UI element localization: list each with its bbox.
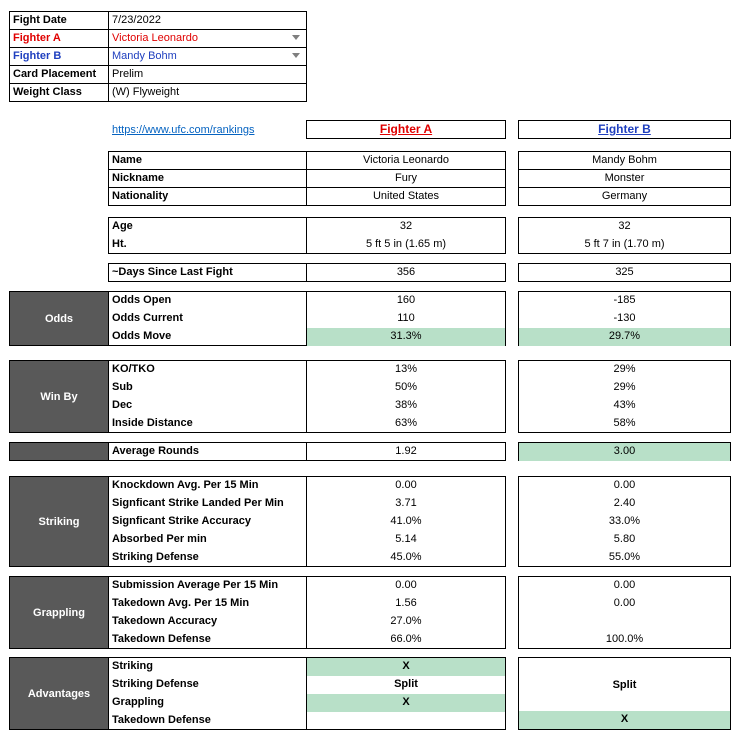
- striking-defense-b: 55.0%: [608, 551, 641, 563]
- bio-labels: [108, 151, 307, 206]
- rounds-label-box: [108, 442, 307, 461]
- sig-strike-accuracy-b: 33.0%: [608, 515, 641, 527]
- takedown-accuracy-b: [519, 613, 730, 631]
- grappling-fighter-b: [518, 576, 731, 649]
- days-label-box: [108, 263, 307, 282]
- fight-date-value[interactable]: 7/23/2022: [109, 12, 306, 30]
- dec-b: 43%: [613, 399, 636, 411]
- sig-strike-accuracy-a: 41.0%: [390, 515, 422, 527]
- grappling-labels: [108, 576, 307, 649]
- age-b-value: 32: [618, 220, 631, 232]
- fighter-b-label: Fighter B: [10, 48, 108, 66]
- takedown-defense-b: 100.0%: [605, 633, 644, 645]
- adv-takedown-defense-b: X: [519, 711, 730, 729]
- sub-label: Sub: [112, 381, 133, 393]
- weight-class-value[interactable]: (W) Flyweight: [112, 86, 180, 98]
- striking-fighter-b: [518, 476, 731, 567]
- nickname-b-value: Monster: [519, 170, 730, 188]
- days-label: ~Days Since Last Fight: [112, 266, 233, 278]
- rounds-b-box: [518, 442, 731, 461]
- advantages-labels: [108, 657, 307, 730]
- nationality-b-value: Germany: [601, 190, 648, 202]
- advantages-section-label: Advantages: [9, 657, 109, 730]
- nickname-label: Nickname: [109, 170, 306, 188]
- nationality-label: Nationality: [112, 190, 169, 202]
- winby-section-label: Win By: [9, 360, 109, 433]
- takedown-avg-b: 0.00: [613, 597, 636, 609]
- name-a-value: Victoria Leonardo: [307, 152, 505, 170]
- physical-fighter-a: [306, 217, 506, 254]
- winby-labels: [108, 360, 307, 433]
- sub-a: 50%: [394, 381, 418, 393]
- knockdown-avg-b: 0.00: [613, 479, 636, 491]
- rankings-link[interactable]: https://www.ufc.com/rankings: [112, 124, 255, 136]
- absorbed-per-min-b: 5.80: [613, 533, 636, 545]
- dec-label: Dec: [112, 399, 133, 411]
- name-label: Name: [109, 152, 306, 170]
- fighter-b-select[interactable]: Mandy Bohm: [109, 48, 306, 66]
- odds-section-label: Odds: [9, 291, 109, 346]
- bio-fighter-b: [518, 151, 731, 206]
- sig-strike-landed-a: 3.71: [395, 497, 417, 509]
- submission-avg-label: Submission Average Per 15 Min: [112, 579, 279, 591]
- submission-avg-a: 0.00: [395, 579, 417, 591]
- winby-fighter-b: [518, 360, 731, 433]
- odds-fighter-a: [306, 291, 506, 346]
- rounds-section-label: [9, 442, 109, 461]
- adv-striking-label: Striking: [112, 660, 153, 672]
- odds-current-a: 110: [397, 312, 415, 324]
- odds-open-b: -185: [613, 294, 636, 306]
- average-rounds-label: Average Rounds: [112, 445, 200, 457]
- adv-striking-defense-label: Striking Defense: [112, 678, 199, 690]
- sig-strike-accuracy-label: Signficant Strike Accuracy: [112, 515, 251, 527]
- advantages-fighter-a: [306, 657, 506, 730]
- odds-current-b: -130: [613, 312, 636, 324]
- inside-distance-label: Inside Distance: [112, 417, 193, 429]
- physical-fighter-b: [518, 217, 731, 254]
- chevron-down-icon[interactable]: [292, 35, 300, 40]
- nationality-a-value: United States: [372, 190, 440, 202]
- grappling-fighter-a: [306, 576, 506, 649]
- nickname-a-value: Fury: [307, 170, 505, 188]
- physical-labels: [108, 217, 307, 254]
- odds-open-a: 160: [396, 294, 416, 306]
- adv-grappling-a: X: [307, 694, 505, 712]
- takedown-avg-a: 1.56: [395, 597, 417, 609]
- card-placement-value[interactable]: Prelim: [109, 66, 306, 84]
- adv-striking-defense-b: Split: [612, 679, 637, 691]
- submission-avg-b: 0.00: [613, 579, 636, 591]
- days-b-value: 325: [615, 266, 634, 278]
- winby-fighter-a: [306, 360, 506, 433]
- adv-striking-defense-a: Split: [394, 678, 418, 690]
- days-b-box: [518, 263, 731, 282]
- days-a-value: 356: [396, 266, 416, 278]
- striking-fighter-a: [306, 476, 506, 567]
- striking-defense-label: Striking Defense: [112, 551, 199, 563]
- age-label: Age: [112, 220, 133, 232]
- grappling-section-label: Grappling: [9, 576, 109, 649]
- adv-striking-a: X: [307, 658, 505, 676]
- inside-distance-a: 63%: [394, 417, 418, 429]
- average-rounds-a: 1.92: [395, 445, 417, 457]
- ko-tko-a: 13%: [394, 363, 418, 375]
- striking-section-label: Striking: [9, 476, 109, 567]
- chevron-down-icon[interactable]: [292, 53, 300, 58]
- odds-labels: [108, 291, 307, 346]
- odds-move-b: 29.7%: [519, 328, 730, 346]
- height-label: Ht.: [112, 238, 127, 250]
- odds-move-label: Odds Move: [112, 330, 172, 342]
- absorbed-per-min-a: 5.14: [395, 533, 417, 545]
- fighter-b-header: Fighter B: [518, 120, 731, 139]
- knockdown-avg-label: Knockdown Avg. Per 15 Min: [112, 479, 259, 491]
- adv-takedown-defense-label: Takedown Defense: [112, 714, 211, 726]
- takedown-avg-label: Takedown Avg. Per 15 Min: [112, 597, 250, 609]
- striking-labels: [108, 476, 307, 567]
- odds-move-a: 31.3%: [307, 328, 505, 346]
- fighter-a-select[interactable]: Victoria Leonardo: [109, 30, 306, 48]
- takedown-accuracy-a: 27.0%: [390, 615, 422, 627]
- adv-grappling-label: Grappling: [112, 696, 164, 708]
- takedown-defense-label: Takedown Defense: [112, 633, 211, 645]
- fighter-a-label: Fighter A: [10, 30, 108, 48]
- age-a-value: 32: [399, 220, 413, 232]
- sig-strike-landed-label: Signficant Strike Landed Per Min: [112, 497, 284, 509]
- dec-a: 38%: [394, 399, 418, 411]
- fighter-a-header: Fighter A: [306, 120, 506, 139]
- inside-distance-b: 58%: [613, 417, 636, 429]
- takedown-defense-a: 66.0%: [390, 633, 422, 645]
- height-a-value: 5 ft 5 in (1.65 m): [365, 238, 447, 250]
- advantages-fighter-b: [518, 657, 731, 730]
- weight-class-label: Weight Class: [13, 86, 82, 98]
- height-b-value: 5 ft 7 in (1.70 m): [584, 238, 665, 250]
- adv-takedown-defense-a: [307, 712, 505, 730]
- sig-strike-landed-b: 2.40: [613, 497, 636, 509]
- rounds-a-box: [306, 442, 506, 461]
- odds-open-label: Odds Open: [112, 294, 172, 306]
- fight-date-label: Fight Date: [10, 12, 108, 30]
- fight-info-table: [9, 11, 307, 102]
- sub-b: 29%: [613, 381, 636, 393]
- absorbed-per-min-label: Absorbed Per min: [112, 533, 207, 545]
- name-b-value: Mandy Bohm: [519, 152, 730, 170]
- days-a-box: [306, 263, 506, 282]
- takedown-accuracy-label: Takedown Accuracy: [112, 615, 218, 627]
- ko-tko-b: 29%: [613, 363, 636, 375]
- striking-defense-a: 45.0%: [390, 551, 422, 563]
- odds-current-label: Odds Current: [112, 312, 183, 324]
- knockdown-avg-a: 0.00: [395, 479, 417, 491]
- odds-fighter-b: [518, 291, 731, 346]
- average-rounds-b: 3.00: [519, 443, 730, 461]
- card-placement-label: Card Placement: [10, 66, 108, 84]
- ko-tko-label: KO/TKO: [112, 363, 155, 375]
- bio-fighter-a: [306, 151, 506, 206]
